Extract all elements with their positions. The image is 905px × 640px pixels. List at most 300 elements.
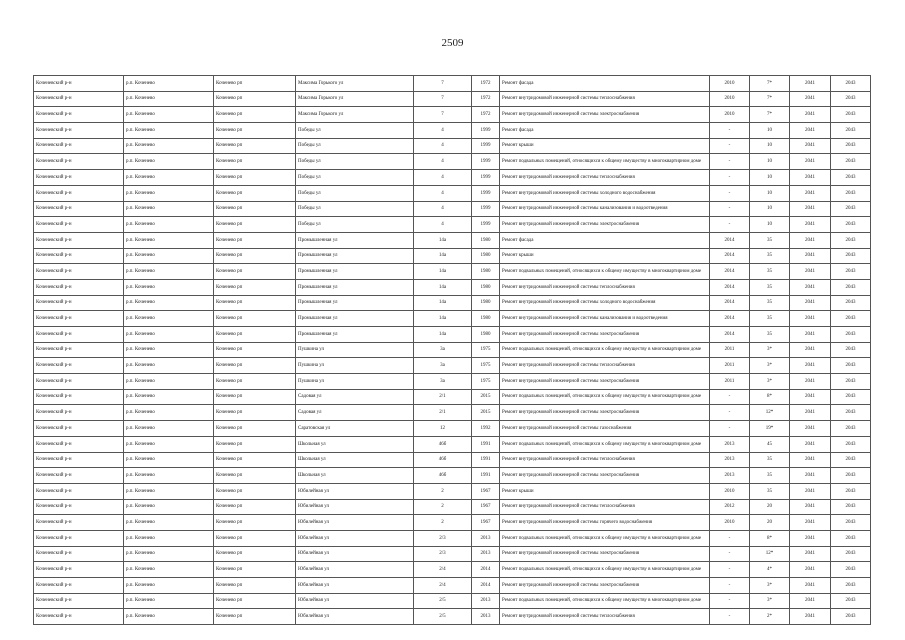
period-cell: 35 [750,264,790,280]
start-year-cell: 2041 [790,123,831,139]
work-type-cell: Ремонт внутридомовой инженерной системы электроснабжения [500,107,710,123]
work-type-cell: Ремонт внутридомовой инженерной системы теплоснабжения [500,452,710,468]
table-row [34,468,871,484]
capital-repair-table [33,75,871,625]
locality-cell: Коченево рп [214,483,296,499]
period-cell: 10 [750,217,790,233]
period-cell: 10 [750,185,790,201]
work-type-cell: Ремонт внутридомовой инженерной системы горячего водоснабжения [500,515,710,531]
table-row [34,515,871,531]
year-built-cell: 1999 [472,201,500,217]
street-cell: Победы ул [296,123,414,139]
work-type-cell: Ремонт подвальных помещений, относящихся к общему имуществу в многоквартирном доме [500,562,710,578]
period-cell: 3* [750,358,790,374]
street-cell: Промышленная ул [296,327,414,343]
district-cell: Коченевский р-н [34,389,124,405]
settlement-cell: р.п. Коченево [124,311,214,327]
table-row [34,405,871,421]
period-cell: 20 [750,515,790,531]
settlement-cell: р.п. Коченево [124,515,214,531]
street-cell: Юбилейная ул [296,483,414,499]
house-cell: 2/4 [414,562,472,578]
period-cell: 35 [750,468,790,484]
work-type-cell: Ремонт внутридомовой инженерной системы электроснабжения [500,468,710,484]
work-type-cell: Ремонт внутридомовой инженерной системы теплоснабжения [500,279,710,295]
work-type-cell: Ремонт внутридомовой инженерной системы теплоснабжения [500,91,710,107]
house-cell: 14а [414,248,472,264]
table-row [34,358,871,374]
house-cell: 2 [414,483,472,499]
locality-cell: Коченево рп [214,342,296,358]
locality-cell: Коченево рп [214,389,296,405]
last-repair-cell: - [710,389,750,405]
start-year-cell: 2041 [790,311,831,327]
end-year-cell: 2043 [831,436,871,452]
period-cell: 35 [750,483,790,499]
year-built-cell: 1980 [472,248,500,264]
district-cell: Коченевский р-н [34,358,124,374]
start-year-cell: 2041 [790,91,831,107]
street-cell: Максима Горького ул [296,107,414,123]
year-built-cell: 1975 [472,374,500,390]
table-row [34,389,871,405]
year-built-cell: 1972 [472,76,500,92]
settlement-cell: р.п. Коченево [124,185,214,201]
last-repair-cell: 2013 [710,436,750,452]
locality-cell: Коченево рп [214,593,296,609]
district-cell: Коченевский р-н [34,311,124,327]
locality-cell: Коченево рп [214,436,296,452]
start-year-cell: 2041 [790,546,831,562]
table-row [34,483,871,499]
start-year-cell: 2041 [790,515,831,531]
settlement-cell: р.п. Коченево [124,578,214,594]
year-built-cell: 1980 [472,279,500,295]
street-cell: Садовая ул [296,389,414,405]
street-cell: Юбилейная ул [296,546,414,562]
work-type-cell: Ремонт внутридомовой инженерной системы теплоснабжения [500,170,710,186]
settlement-cell: р.п. Коченево [124,295,214,311]
table-row [34,499,871,515]
street-cell: Максима Горького ул [296,76,414,92]
street-cell: Юбилейная ул [296,562,414,578]
table-row [34,546,871,562]
end-year-cell: 2043 [831,327,871,343]
work-type-cell: Ремонт подвальных помещений, относящихся к общему имуществу в многоквартирном доме [500,264,710,280]
settlement-cell: р.п. Коченево [124,358,214,374]
district-cell: Коченевский р-н [34,546,124,562]
locality-cell: Коченево рп [214,374,296,390]
house-cell: 14а [414,311,472,327]
last-repair-cell: 2013 [710,468,750,484]
year-built-cell: 1980 [472,295,500,311]
start-year-cell: 2041 [790,530,831,546]
work-type-cell: Ремонт внутридомовой инженерной системы холодного водоснабжения [500,295,710,311]
locality-cell: Коченево рп [214,546,296,562]
settlement-cell: р.п. Коченево [124,279,214,295]
end-year-cell: 2043 [831,421,871,437]
work-type-cell: Ремонт подвальных помещений, относящихся к общему имуществу в многоквартирном доме [500,389,710,405]
district-cell: Коченевский р-н [34,327,124,343]
work-type-cell: Ремонт внутридомовой инженерной системы электроснабжения [500,374,710,390]
locality-cell: Коченево рп [214,201,296,217]
start-year-cell: 2041 [790,609,831,625]
table-row [34,562,871,578]
period-cell: 7* [750,76,790,92]
work-type-cell: Ремонт внутридомовой инженерной системы теплоснабжения [500,609,710,625]
house-cell: 4 [414,138,472,154]
district-cell: Коченевский р-н [34,154,124,170]
street-cell: Промышленная ул [296,279,414,295]
last-repair-cell: - [710,170,750,186]
end-year-cell: 2043 [831,389,871,405]
last-repair-cell: 2011 [710,342,750,358]
last-repair-cell: 2011 [710,358,750,374]
house-cell: 2/5 [414,609,472,625]
last-repair-cell: 2010 [710,76,750,92]
last-repair-cell: - [710,578,750,594]
start-year-cell: 2041 [790,217,831,233]
locality-cell: Коченево рп [214,107,296,123]
district-cell: Коченевский р-н [34,530,124,546]
district-cell: Коченевский р-н [34,248,124,264]
street-cell: Промышленная ул [296,264,414,280]
work-type-cell: Ремонт внутридомовой инженерной системы теплоснабжения [500,499,710,515]
period-cell: 35 [750,311,790,327]
street-cell: Юбилейная ул [296,578,414,594]
house-cell: 7 [414,76,472,92]
start-year-cell: 2041 [790,264,831,280]
end-year-cell: 2043 [831,515,871,531]
period-cell: 10 [750,123,790,139]
end-year-cell: 2043 [831,609,871,625]
year-built-cell: 1999 [472,138,500,154]
period-cell: 10 [750,170,790,186]
last-repair-cell: - [710,217,750,233]
district-cell: Коченевский р-н [34,342,124,358]
last-repair-cell: - [710,562,750,578]
table-row [34,154,871,170]
district-cell: Коченевский р-н [34,279,124,295]
last-repair-cell: 2014 [710,264,750,280]
end-year-cell: 2043 [831,562,871,578]
year-built-cell: 1980 [472,264,500,280]
district-cell: Коченевский р-н [34,138,124,154]
locality-cell: Коченево рп [214,468,296,484]
district-cell: Коченевский р-н [34,123,124,139]
street-cell: Юбилейная ул [296,609,414,625]
house-cell: 2/3 [414,546,472,562]
district-cell: Коченевский р-н [34,405,124,421]
table-row [34,593,871,609]
locality-cell: Коченево рп [214,185,296,201]
street-cell: Школьная ул [296,436,414,452]
locality-cell: Коченево рп [214,248,296,264]
last-repair-cell: - [710,123,750,139]
district-cell: Коченевский р-н [34,264,124,280]
year-built-cell: 1991 [472,452,500,468]
locality-cell: Коченево рп [214,232,296,248]
district-cell: Коченевский р-н [34,170,124,186]
locality-cell: Коченево рп [214,311,296,327]
work-type-cell: Ремонт внутридомовой инженерной системы электроснабжения [500,405,710,421]
start-year-cell: 2041 [790,232,831,248]
last-repair-cell: - [710,593,750,609]
house-cell: 2/3 [414,530,472,546]
street-cell: Садовая ул [296,405,414,421]
work-type-cell: Ремонт внутридомовой инженерной системы теплоснабжения [500,358,710,374]
end-year-cell: 2043 [831,546,871,562]
locality-cell: Коченево рп [214,170,296,186]
period-cell: 35 [750,248,790,264]
last-repair-cell: - [710,421,750,437]
end-year-cell: 2043 [831,217,871,233]
locality-cell: Коченево рп [214,154,296,170]
year-built-cell: 1975 [472,358,500,374]
table-row [34,91,871,107]
start-year-cell: 2041 [790,279,831,295]
end-year-cell: 2043 [831,248,871,264]
settlement-cell: р.п. Коченево [124,483,214,499]
settlement-cell: р.п. Коченево [124,389,214,405]
street-cell: Юбилейная ул [296,530,414,546]
locality-cell: Коченево рп [214,421,296,437]
year-built-cell: 1980 [472,232,500,248]
year-built-cell: 1999 [472,185,500,201]
page-number: 2509 [441,37,464,49]
settlement-cell: р.п. Коченево [124,248,214,264]
table-row [34,123,871,139]
start-year-cell: 2041 [790,107,831,123]
settlement-cell: р.п. Коченево [124,91,214,107]
year-built-cell: 1972 [472,91,500,107]
work-type-cell: Ремонт крыши [500,138,710,154]
start-year-cell: 2041 [790,421,831,437]
last-repair-cell: 2014 [710,327,750,343]
year-built-cell: 1999 [472,170,500,186]
period-cell: 2* [750,609,790,625]
end-year-cell: 2043 [831,468,871,484]
table-row [34,342,871,358]
locality-cell: Коченево рп [214,327,296,343]
end-year-cell: 2043 [831,154,871,170]
district-cell: Коченевский р-н [34,421,124,437]
period-cell: 35 [750,452,790,468]
settlement-cell: р.п. Коченево [124,436,214,452]
house-cell: 2/1 [414,389,472,405]
house-cell: 7 [414,91,472,107]
table-row [34,530,871,546]
house-cell: 14а [414,264,472,280]
start-year-cell: 2041 [790,374,831,390]
start-year-cell: 2041 [790,452,831,468]
end-year-cell: 2043 [831,91,871,107]
district-cell: Коченевский р-н [34,201,124,217]
street-cell: Школьная ул [296,452,414,468]
table-row [34,436,871,452]
street-cell: Победы ул [296,217,414,233]
settlement-cell: р.п. Коченево [124,232,214,248]
start-year-cell: 2041 [790,578,831,594]
work-type-cell: Ремонт внутридомовой инженерной системы канализования и водоотведения [500,311,710,327]
table-row [34,264,871,280]
period-cell: 12* [750,405,790,421]
street-cell: Пушкина ул [296,358,414,374]
settlement-cell: р.п. Коченево [124,123,214,139]
start-year-cell: 2041 [790,593,831,609]
locality-cell: Коченево рп [214,515,296,531]
district-cell: Коченевский р-н [34,452,124,468]
year-built-cell: 1991 [472,436,500,452]
last-repair-cell: 2012 [710,499,750,515]
house-cell: 3а [414,342,472,358]
settlement-cell: р.п. Коченево [124,374,214,390]
district-cell: Коченевский р-н [34,91,124,107]
table-row [34,107,871,123]
district-cell: Коченевский р-н [34,76,124,92]
period-cell: 7* [750,107,790,123]
year-built-cell: 1980 [472,327,500,343]
period-cell: 10 [750,154,790,170]
period-cell: 3* [750,578,790,594]
house-cell: 4 [414,154,472,170]
end-year-cell: 2043 [831,405,871,421]
street-cell: Промышленная ул [296,248,414,264]
table-row [34,295,871,311]
work-type-cell: Ремонт внутридомовой инженерной системы электроснабжения [500,327,710,343]
settlement-cell: р.п. Коченево [124,107,214,123]
street-cell: Пушкина ул [296,374,414,390]
district-cell: Коченевский р-н [34,374,124,390]
start-year-cell: 2041 [790,468,831,484]
end-year-cell: 2043 [831,264,871,280]
last-repair-cell: - [710,530,750,546]
work-type-cell: Ремонт внутридомовой инженерной системы электроснабжения [500,578,710,594]
street-cell: Юбилейная ул [296,593,414,609]
last-repair-cell: 2014 [710,295,750,311]
year-built-cell: 1999 [472,123,500,139]
settlement-cell: р.п. Коченево [124,468,214,484]
year-built-cell: 1999 [472,217,500,233]
work-type-cell: Ремонт фасада [500,232,710,248]
period-cell: 3* [750,593,790,609]
house-cell: 3а [414,358,472,374]
year-built-cell: 2013 [472,609,500,625]
street-cell: Победы ул [296,154,414,170]
work-type-cell: Ремонт подвальных помещений, относящихся к общему имуществу в многоквартирном доме [500,154,710,170]
settlement-cell: р.п. Коченево [124,264,214,280]
house-cell: 14а [414,279,472,295]
end-year-cell: 2043 [831,483,871,499]
locality-cell: Коченево рп [214,76,296,92]
period-cell: 8* [750,530,790,546]
period-cell: 3* [750,374,790,390]
year-built-cell: 1980 [472,311,500,327]
table-row [34,421,871,437]
last-repair-cell: 2013 [710,452,750,468]
work-type-cell: Ремонт фасада [500,123,710,139]
settlement-cell: р.п. Коченево [124,452,214,468]
end-year-cell: 2043 [831,358,871,374]
start-year-cell: 2041 [790,327,831,343]
last-repair-cell: - [710,546,750,562]
work-type-cell: Ремонт подвальных помещений, относящихся к общему имуществу в многоквартирном доме [500,436,710,452]
period-cell: 3* [750,342,790,358]
house-cell: 46б [414,468,472,484]
district-cell: Коченевский р-н [34,107,124,123]
work-type-cell: Ремонт фасада [500,76,710,92]
work-type-cell: Ремонт крыши [500,483,710,499]
table-row [34,76,871,92]
locality-cell: Коченево рп [214,264,296,280]
street-cell: Пушкина ул [296,342,414,358]
house-cell: 3а [414,374,472,390]
year-built-cell: 2013 [472,530,500,546]
period-cell: 12* [750,546,790,562]
locality-cell: Коченево рп [214,138,296,154]
start-year-cell: 2041 [790,342,831,358]
last-repair-cell: 2010 [710,483,750,499]
last-repair-cell: - [710,185,750,201]
locality-cell: Коченево рп [214,217,296,233]
work-type-cell: Ремонт внутридомовой инженерной системы холодного водоснабжения [500,185,710,201]
start-year-cell: 2041 [790,185,831,201]
settlement-cell: р.п. Коченево [124,201,214,217]
period-cell: 8* [750,389,790,405]
house-cell: 4 [414,170,472,186]
start-year-cell: 2041 [790,562,831,578]
house-cell: 12 [414,421,472,437]
end-year-cell: 2043 [831,107,871,123]
start-year-cell: 2041 [790,389,831,405]
last-repair-cell: - [710,405,750,421]
year-built-cell: 2013 [472,546,500,562]
last-repair-cell: 2010 [710,515,750,531]
start-year-cell: 2041 [790,138,831,154]
work-type-cell: Ремонт внутридомовой инженерной системы электроснабжения [500,546,710,562]
locality-cell: Коченево рп [214,609,296,625]
district-cell: Коченевский р-н [34,562,124,578]
end-year-cell: 2043 [831,123,871,139]
table-row [34,201,871,217]
end-year-cell: 2043 [831,342,871,358]
last-repair-cell: 2014 [710,311,750,327]
settlement-cell: р.п. Коченево [124,593,214,609]
end-year-cell: 2043 [831,452,871,468]
table-row [34,185,871,201]
period-cell: 35 [750,279,790,295]
period-cell: 10 [750,138,790,154]
year-built-cell: 2014 [472,562,500,578]
street-cell: Промышленная ул [296,232,414,248]
district-cell: Коченевский р-н [34,436,124,452]
street-cell: Промышленная ул [296,295,414,311]
end-year-cell: 2043 [831,232,871,248]
street-cell: Максима Горького ул [296,91,414,107]
house-cell: 2/5 [414,593,472,609]
house-cell: 4 [414,217,472,233]
period-cell: 4* [750,562,790,578]
locality-cell: Коченево рп [214,295,296,311]
table-row [34,327,871,343]
district-cell: Коченевский р-н [34,232,124,248]
locality-cell: Коченево рп [214,91,296,107]
street-cell: Юбилейная ул [296,515,414,531]
start-year-cell: 2041 [790,405,831,421]
last-repair-cell: - [710,138,750,154]
year-built-cell: 1967 [472,499,500,515]
house-cell: 7 [414,107,472,123]
